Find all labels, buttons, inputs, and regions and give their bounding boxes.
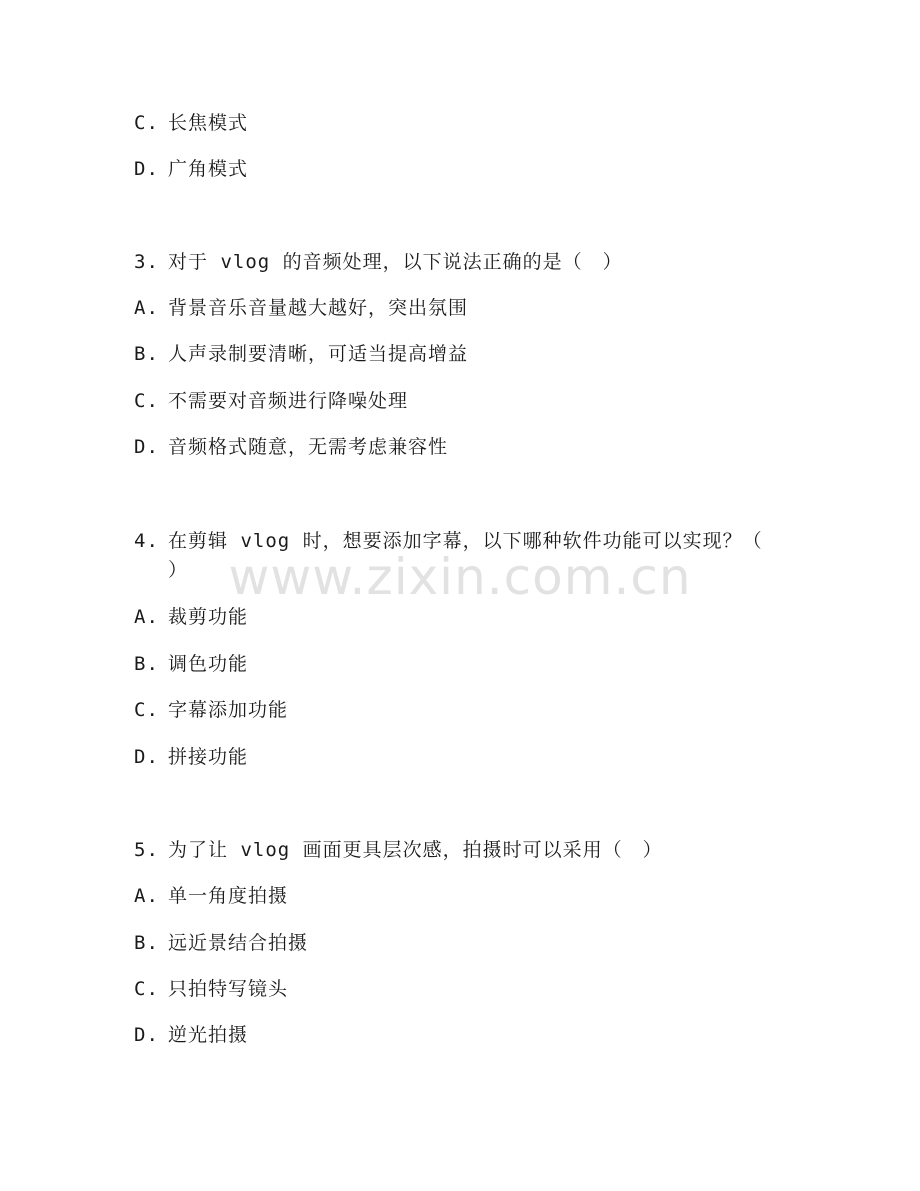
q5-option-b [134,930,308,956]
question-3-stem [134,249,623,275]
watermark-text: www.zixin.com.cn [228,548,692,606]
q4-option-a [134,604,248,630]
q4-option-b [134,651,248,677]
option-text: 音频格式随意，无需考虑兼容性 [168,436,449,458]
option-text: 裁剪功能 [168,606,249,628]
question-number: 4. [134,530,159,552]
option-c [134,110,248,136]
question-text: 对于 vlog 的音频处理，以下说法正确的是（ ） [168,251,623,273]
option-text: 不需要对音频进行降噪处理 [168,390,409,412]
q5-option-d [134,1022,248,1048]
question-number: 3. [134,251,159,273]
q4-option-c [134,697,288,723]
question-5-stem [134,837,663,863]
q3-option-b [134,341,468,367]
q3-option-c [134,388,408,414]
question-4-stem [134,528,763,554]
option-text: 长焦模式 [168,112,249,134]
option-marker: C. [134,112,159,134]
question-text: 在剪辑 vlog 时，想要添加字幕，以下哪种软件功能可以实现？（ [168,530,763,552]
q5-option-c [134,976,288,1002]
option-marker: D. [134,436,159,458]
option-text: 字幕添加功能 [168,699,289,721]
option-text: 调色功能 [168,653,249,675]
question-text: ） [168,559,189,581]
option-marker: D. [134,746,159,768]
option-marker: D. [134,1024,159,1046]
option-marker: C. [134,390,159,412]
option-marker: B. [134,932,159,954]
option-marker: A. [134,606,159,628]
option-text: 逆光拍摄 [168,1024,249,1046]
option-text: 人声录制要清晰，可适当提高增益 [168,343,469,365]
option-marker: A. [134,297,159,319]
option-marker: A. [134,885,159,907]
question-text: 为了让 vlog 画面更具层次感，拍摄时可以采用（ ） [168,839,663,861]
option-text: 广角模式 [168,158,249,180]
option-d [134,156,248,182]
option-marker: C. [134,978,159,1000]
option-text: 单一角度拍摄 [168,885,289,907]
option-text: 拼接功能 [168,746,249,768]
question-4-stem-continued [134,557,188,583]
option-marker: C. [134,699,159,721]
q5-option-a [134,883,288,909]
question-number: 5. [134,839,159,861]
q3-option-d [134,434,448,460]
option-text: 远近景结合拍摄 [168,932,309,954]
option-marker: B. [134,343,159,365]
option-marker: D. [134,158,159,180]
q3-option-a [134,295,468,321]
option-text: 只拍特写镜头 [168,978,289,1000]
option-text: 背景音乐音量越大越好，突出氛围 [168,297,469,319]
q4-option-d [134,744,248,770]
option-marker: B. [134,653,159,675]
